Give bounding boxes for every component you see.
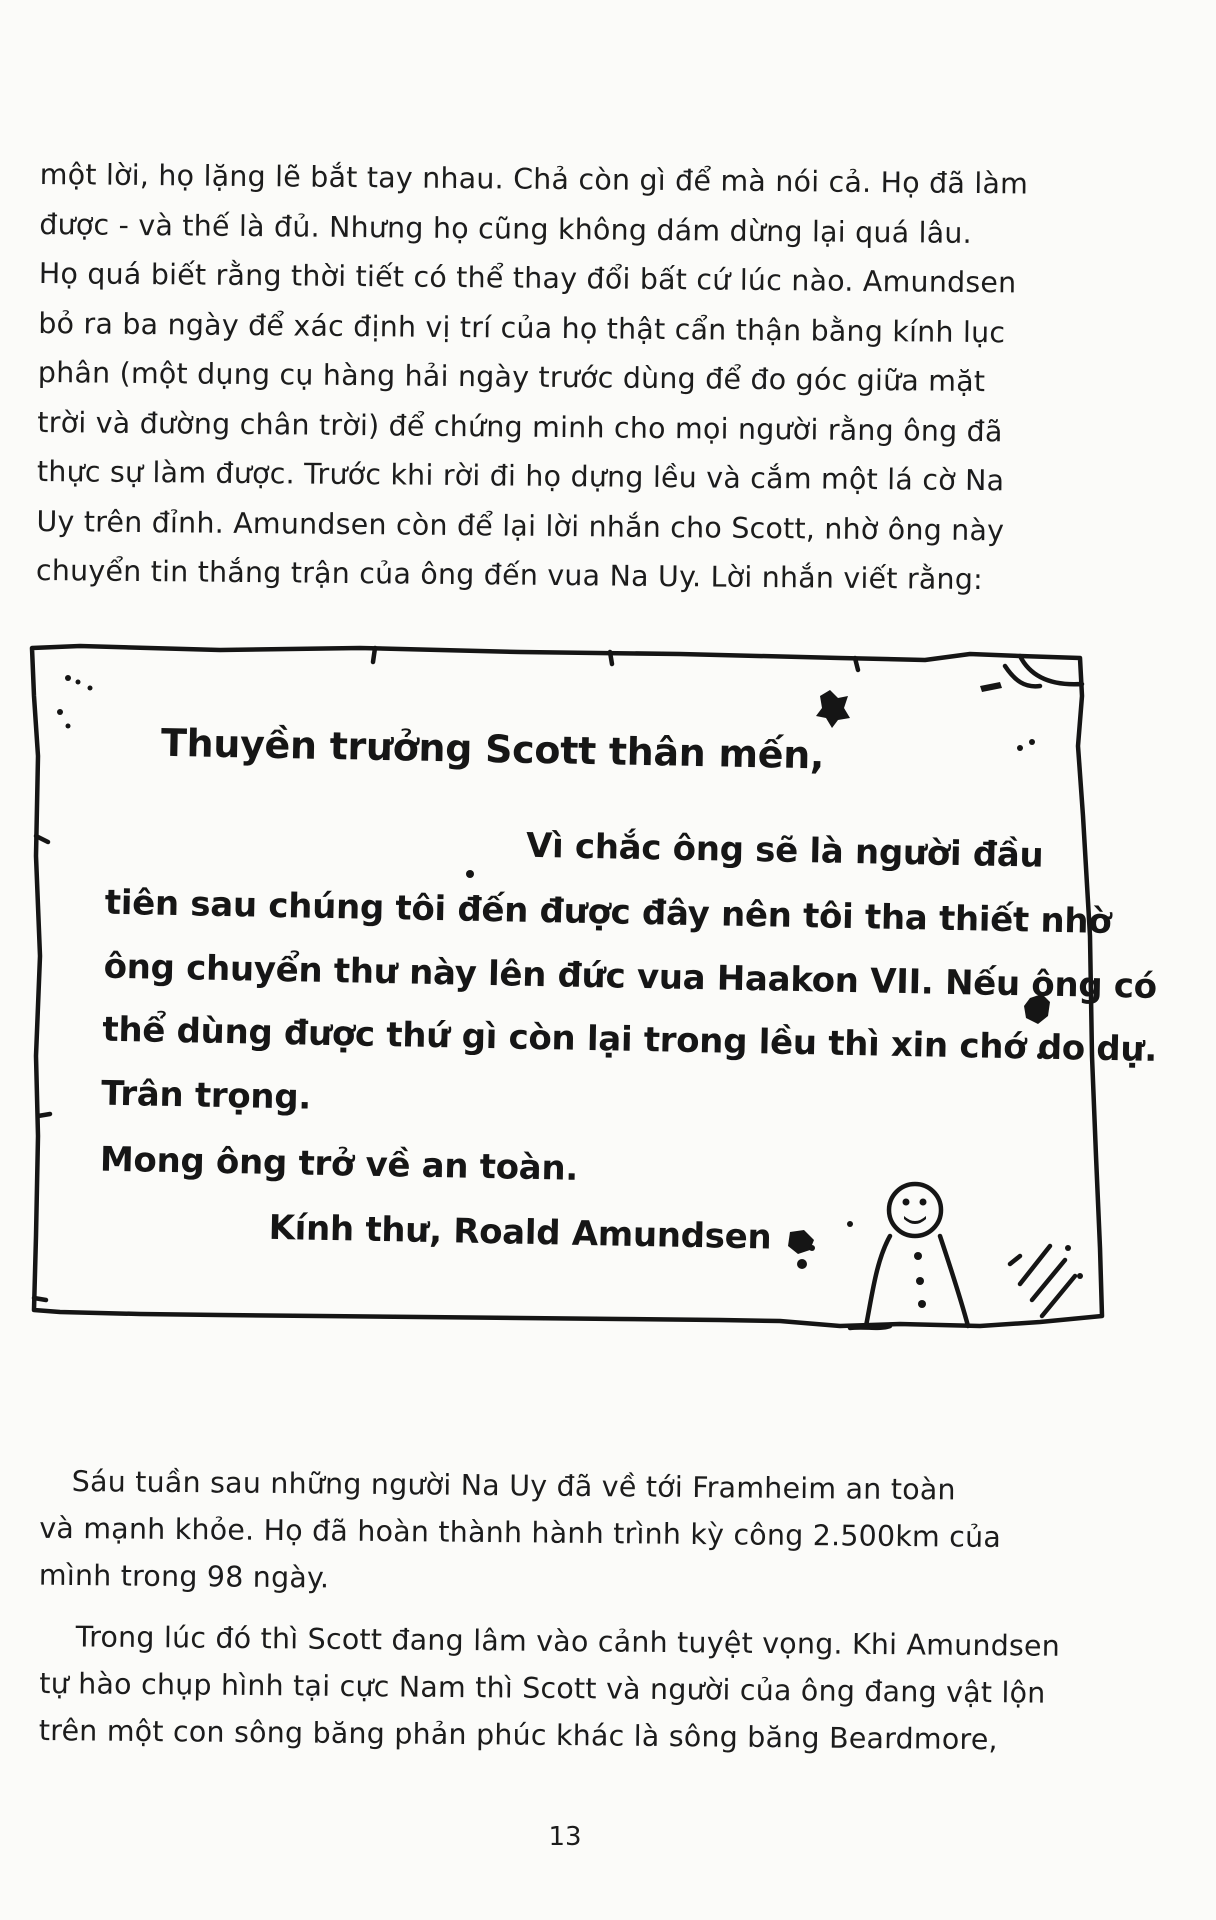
letter: [6, 636, 1158, 1392]
page-number: 13: [548, 1822, 582, 1852]
letter-line: Mong ông trở về an toàn.: [99, 1139, 579, 1189]
text-line: Họ quá biết rằng thời tiết có thể thay đổi bất cứ lúc nào. Amundsen: [38, 256, 1017, 300]
text-line: tự hào chụp hình tại cực Nam thì Scott và người của ông đang vật lộn: [39, 1666, 1046, 1710]
text-line: trời và đường chân trời) để chứng minh cho mọi người rằng ông đã: [37, 405, 1003, 448]
letter-signature: Kính thư, Roald Amundsen: [268, 1207, 772, 1258]
letter-salutation: Thuyền trưởng Scott thân mến,: [160, 720, 825, 778]
text-line: Trong lúc đó thì Scott đang lâm vào cảnh tuyệt vọng. Khi Amundsen: [75, 1620, 1061, 1663]
text-line: phân (một dụng cụ hàng hải ngày trước dùng để đo góc giữa mặt: [37, 355, 986, 399]
text-line: được - và thế là đủ. Nhưng họ cũng không dám dừng lại quá lâu.: [39, 207, 973, 250]
paragraph-3: [39, 1613, 1094, 1764]
paragraph-2: [38, 1458, 1092, 1609]
letter-line: Vì chắc ông sẽ là người đầu: [525, 825, 1044, 876]
text-line: Sáu tuần sau những người Na Uy đã về tới Framheim an toàn: [71, 1464, 956, 1507]
letter-line: tiên sau chúng tôi đến được đây nên tôi tha thiết nhờ: [104, 882, 1112, 942]
letter-line: ông chuyển thư này lên đức vua Haakon VII. Nếu ông có: [103, 946, 1158, 1007]
text-line: chuyển tin thắng trận của ông đến vua Na Uy. Lời nhắn viết rằng:: [35, 553, 984, 597]
text-line: thực sự làm được. Trước khi rời đi họ dựng lều và cắm một lá cờ Na: [36, 454, 1005, 498]
text-line: bỏ ra ba ngày để xác định vị trí của họ thật cẩn thận bằng kính lục: [38, 306, 1006, 349]
letter-line: thể dùng được thứ gì còn lại trong lều thì xin chớ do dự.: [102, 1009, 1158, 1070]
paragraph-1: [36, 150, 1094, 606]
text-line: một lời, họ lặng lẽ bắt tay nhau. Chả còn gì để mà nói cả. Họ đã làm: [39, 157, 1029, 201]
text-line: và mạnh khỏe. Họ đã hoàn thành hành trình kỳ công 2.500km của: [39, 1511, 1002, 1554]
letter-line: Trân trọng.: [100, 1073, 312, 1118]
text-line: mình trong 98 ngày.: [38, 1558, 330, 1595]
text-line: Uy trên đỉnh. Amundsen còn để lại lời nhắn cho Scott, nhờ ông này: [36, 504, 1005, 547]
text-line: trên một con sông băng phản phúc khác là sông băng Beardmore,: [38, 1713, 998, 1757]
